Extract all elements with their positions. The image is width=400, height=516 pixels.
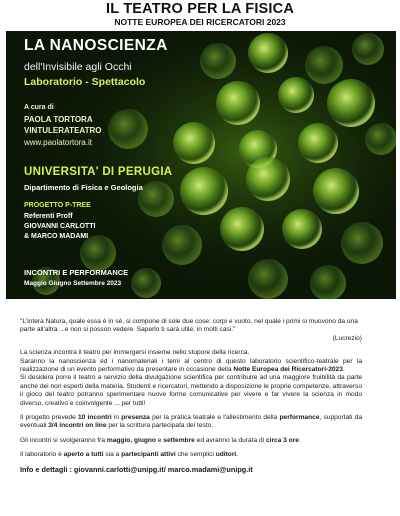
lucrezio-quote: "L'intera Natura, quale essa è in sé, si compone di sole due cose: corpi e vuoto, nel quale i primi si muovono da una parte all'altra ...e non si posson vedere. Saperlo ti sarà utile, in molti casi." xyxy=(20,318,358,334)
poster-image xyxy=(6,31,396,299)
page-title: IL TEATRO PER LA FISICA xyxy=(105,1,294,17)
intro-line-3: Si desidera porre il teatro a servizio della divulgazione scientifica per contribuire ad una maggiore fruibilità da parte anche dei non esperti della materia. Studenti e ricercatori, mettendo a disposizione le proprie competenze, attraverso il gioco del teatro potranno sperimentare nuove forme comunicative per vivere e far vivere la scienza in modo diverso, creativo e coinvolgente ... per tutti! xyxy=(20,374,362,407)
poster-subtitle: dell'Invisibile agli Occhi xyxy=(24,61,132,73)
schedule-paragraph: Gli incontri si svolgeranno fra maggio, giugno e settembre ed avranno la durata di circa 3 ore. xyxy=(20,436,301,444)
poster-kind: Laboratorio - Spettacolo xyxy=(24,76,146,88)
quote-author: (Lucrezio) xyxy=(332,334,362,342)
curated-by-label: A cura di xyxy=(24,104,54,111)
flyer-header xyxy=(0,0,400,28)
audience-paragraph: Il laboratorio è aperto a tutti sia a partecipanti attivi che semplici uditori. xyxy=(20,451,239,459)
company-name: VINTULERATEATRO xyxy=(24,126,102,135)
page-subtitle: NOTTE EUROPEA DEI RICERCATORI 2023 xyxy=(114,17,286,27)
event-type: INCONTRI E PERFORMANCE xyxy=(24,268,129,277)
intro-paragraph: La scienza incontra il teatro per immergersi insieme nello stupore della ricerca. Saranno la nanoscienza ed i nanomateriali i temi al centro di questo laboratorio scientifico-teatrale per la realizzazione di un evento performativo da presentare in occasione della Notte Europea dei Ricercatori-2023. Si desidera porre il teatro a servizio della divulgazione scientifica per contribuire ad una maggiore fruibilità da parte anche dei non esperti della materia. Studenti e ricercatori, mettendo a disposizione le proprie competenze, attraverso il gioco del teatro potranno sperimentare nuove forme comunicative per vivere e far vivere la scienza in modo diverso, creativo e coinvolgente ... per tutti! xyxy=(20,349,362,407)
referents-label: Referenti Proff xyxy=(24,213,73,220)
university-name: UNIVERSITA' DI PERUGIA xyxy=(24,166,173,178)
project-name: PROGETTO P-TREE xyxy=(24,202,91,209)
referent-2: & MARCO MADAMI xyxy=(24,233,89,240)
poster-title: LA NANOSCIENZA xyxy=(24,37,168,54)
flyer-body xyxy=(20,318,362,474)
website-text: www.paolatortora.it xyxy=(24,138,93,147)
intro-line-1: La scienza incontra il teatro per immergersi insieme nello stupore della ricerca. xyxy=(20,349,250,357)
referent-1: GIOVANNI CARLOTTI xyxy=(24,223,96,230)
project-paragraph: Il progetto prevede 10 incontri in presenza per la pratica teatrale e l'allestimento della performance, supportati da eventuali 3/4 incontri on line per la scrittura partecipata del testo. xyxy=(20,414,363,430)
contact-info: Info e dettagli : giovanni.carlotti@unipg.it/ marco.madami@unipg.it xyxy=(20,464,253,474)
intro-line-2: Saranno la nanoscienza ed i nanomateriali i temi al centro di questo laboratorio scientifico-teatrale per la realizzazione di un evento performativo da presentare in occasione della xyxy=(20,357,362,374)
author-name: PAOLA TORTORA xyxy=(24,115,93,124)
department-name: Dipartimento di Fisica e Geologia xyxy=(24,183,143,192)
event-name: Notte Europea dei Ricercatori-2023 xyxy=(233,366,343,374)
event-dates: Maggio Giugno Settembre 2023 xyxy=(24,280,122,287)
